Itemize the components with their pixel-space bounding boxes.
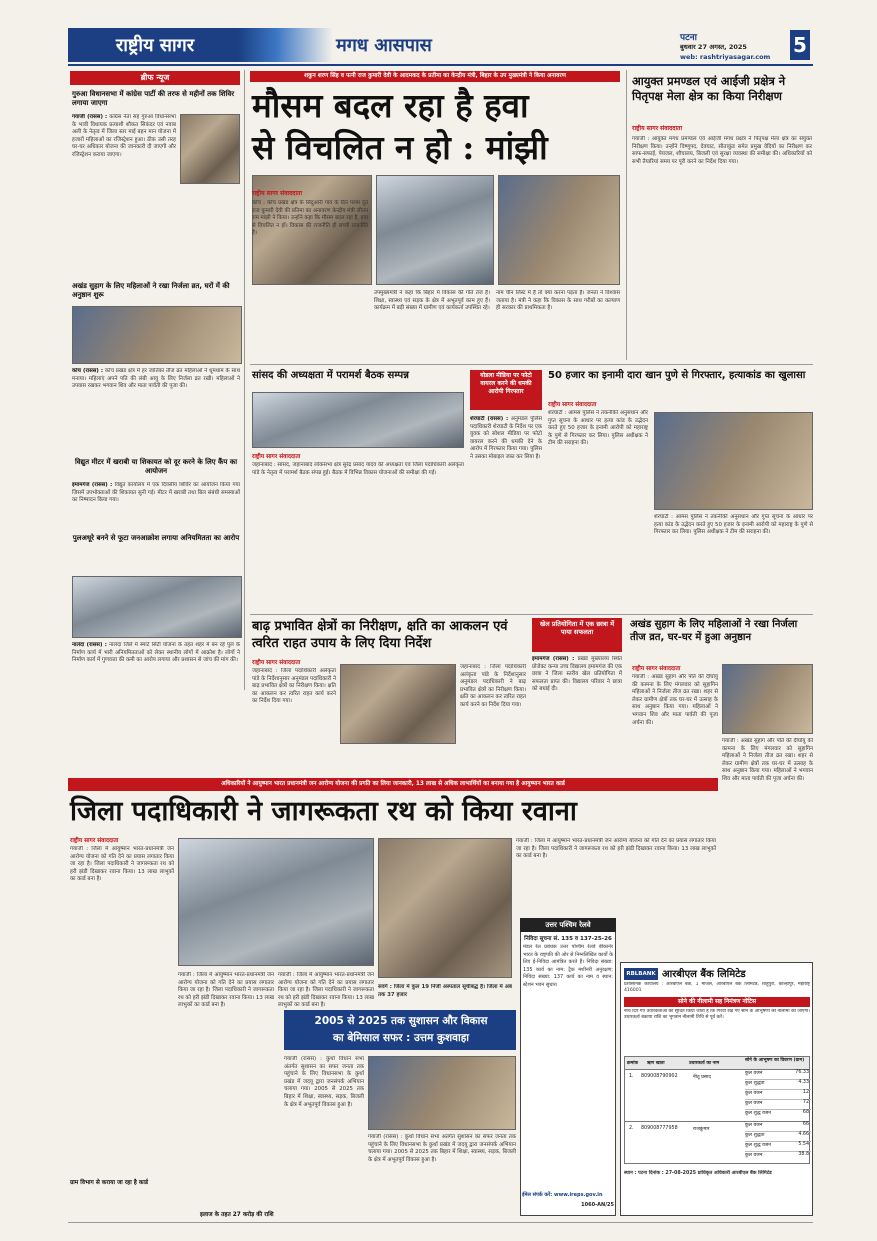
bank-address: प्रशासनिक कार्यालय : आरबीएल बैंक, 1 मंजिल, आरबीएल बैंक लिमिटेड, शाहूपुरी, कोल्हापुर, महाराष्ट्र 416001 bbox=[624, 982, 810, 993]
row2-rule bbox=[250, 364, 813, 365]
flood-photo bbox=[340, 664, 456, 744]
ayushman-body-2: गयाजी : जिला में आयुष्मान भारत-प्रधानमंत्री जन आरोग्य योजना को गति देने का प्रयास लगातार किया जा रहा है। जिला पदाधिकारी ने जागरूकता रथ को हरी झंडी दिखाकर रवाना किया। 13 लाख लाभुकों का कार्ड बना है। bbox=[178, 972, 274, 1009]
right-top-body: गयाजी : आयुक्त मगध प्रमण्डल एवं आईजी मगध प्रक्षेत्र ने पितृपक्ष मेला क्षेत्र का संयुक्त निरीक्षण किया। उन्होंने विष्णुपद, देवघाट, सीताकुंड समेत प्रमुख वेदियों का निरीक्षण कर साफ-सफाई, पेयजल, शौचालय, बिजली एवं सुरक्षा व्यवस्था की समीक्षा की। अधिकारियों को सभी तैयारियां समय पर पूरी करने का निर्देश दिया गया। bbox=[632, 136, 812, 165]
daroga-photo bbox=[654, 412, 813, 510]
railway-footer[interactable]: ईमेल संपर्क करें: www.ireps.gov.in bbox=[522, 1192, 603, 1198]
sansad-body: जहानाबाद : सांसद, जहानाबाद लोकसभा क्षेत्र सुरेंद्र प्रसाद यादव की अध्यक्षता एवं जिला पदाधिकारी अलंकृता पांडे के नेतृत्व में परामर्श बैठक संपन्न हुई। बैठक में विभिन्न विकास योजनाओं की समीक्षा की गई। bbox=[252, 462, 464, 476]
brief-1-photo bbox=[180, 114, 240, 184]
flood-byline: राष्ट्रीय सागर संवाददाता bbox=[252, 660, 301, 666]
bank-row-1-item: कुल वजन 12 bbox=[745, 1090, 811, 1100]
page-number: 5 bbox=[790, 30, 810, 60]
lead-kicker: शकुन शरण सिंह व पत्नी राज कुमारी देवी के आदमकद के प्रतीमा का केन्द्रीय मंत्री, बिहार के उप मुख्यमंत्री ने किया अनावरण bbox=[250, 71, 620, 82]
bank-th-sl: क्रमांक bbox=[627, 1061, 638, 1066]
railway-body: मंडल रेल प्रबंधक उत्तर पश्चिम रेलवे बीकानेर भारत के राष्ट्रपति की ओर से निम्नलिखित कार्यों के लिए ई-निविदा आमंत्रित करते हैं। निविदा संख्या: 135 कार्य का नाम: ट्रैक मशीनरी अनुरक्षण; निविदा संख्या: 137 कार्य का नाम व स्थान: स्टेशन भवन सुधार। bbox=[523, 944, 613, 988]
bank-row-2-item: कुल शुद्ध वजन 5.54 bbox=[745, 1142, 811, 1152]
teej-headline: अखंड सुहाग के लिए महिलाओं ने रखा निर्जला तीज व्रत, घर-घर में हुआ अनुष्ठान bbox=[630, 619, 798, 643]
brief-4-photo bbox=[72, 576, 242, 638]
kushwaha-headline-1: 2005 से 2025 तक सुशासन और विकास bbox=[314, 1015, 488, 1027]
bank-table-header bbox=[624, 1056, 810, 1070]
bank-th-account: ऋण खाता bbox=[647, 1061, 665, 1066]
bank-row-2-items bbox=[745, 1122, 811, 1162]
ayushman-body: गयाजी : जिला में आयुष्मान भारत-प्रधानमंत्री जन आरोग्य योजना को गति देने का प्रयास लगातार किया जा रहा है। जिला पदाधिकारी ने जागरूकता रथ को हरी झंडी दिखाकर रवाना किया। 13 लाख लाभुकों का कार्ड बना है। bbox=[70, 846, 174, 883]
bank-row-1-name: नीतू प्रसाद bbox=[693, 1075, 711, 1080]
masthead-stripe bbox=[238, 28, 333, 62]
teej-body-2: गयाजी : अखंड सुहाग और पति की दीर्घायु की कामना के लिए मंगलवार को सुहागिन महिलाओं ने निर्जला तीज व्रत रखा। शहर से लेकर ग्रामीण क्षेत्रों तक घर-घर में उत्साह के साथ अनुष्ठान किया गया। महिलाओं ने भगवान शिव और माता पार्वती की पूजा अर्चना की। bbox=[722, 738, 813, 782]
brief-1-title: गुरुआ विधानसभा में कांग्रेस पार्टी की तरफ से महीनों तक शिविर लगाया जाएगा bbox=[72, 90, 235, 107]
ayushman-photo-caption: सवर्ग : जिला में कुल 19 निजी अस्पताल सूचीबद्ध हैं। जिला में अब तक 37 हजार bbox=[378, 984, 512, 998]
bank-row-1-item: कुल वजन 72 bbox=[745, 1100, 811, 1110]
railway-header: उत्तर पश्चिम रेलवे bbox=[520, 918, 616, 932]
lead-body-1: कोंच : कोंच प्रखंड क्षेत्र के सिंदुआरी गांव के दिन पलम दूत राज कुमारी देवी की प्रतिमा का अनावरण केन्द्रीय मंत्री जीतन राम मांझी ने किया। उन्होंने कहा कि मौसम बदल रहा है, हवा से विचलित न हों। विकास की राजनीति ही सच्ची राजनीति है। bbox=[252, 200, 368, 237]
bank-row-1-items bbox=[745, 1070, 811, 1120]
brief-banner: ब्रीफ न्यूज bbox=[70, 71, 240, 85]
ayushman-caption: ग्राम विभाग से कराया जा रहा है कार्ड bbox=[70, 1180, 148, 1186]
daroga-byline: राष्ट्रीय सागर संवाददाता bbox=[548, 402, 597, 408]
ayushman-body-3: गयाजी : जिला में आयुष्मान भारत-प्रधानमंत्री जन आरोग्य योजना को गति देने का प्रयास लगातार किया जा रहा है। जिला पदाधिकारी ने जागरूकता रथ को हरी झंडी दिखाकर रवाना किया। 13 लाख लाभुकों का कार्ड बना है। bbox=[278, 972, 374, 1009]
teej-photo bbox=[722, 664, 813, 734]
brief-2-title: अखंड सुहाग के लिए महिलाओं ने रखा निर्जला व्रत, घरों में की अनुष्ठान शुरू bbox=[72, 282, 230, 299]
brief-4-body: नालंदा (रासस) : नालंदा जिले में स्मार्ट सिटी योजना के तहत शहर में बन रहे पुल के निर्माण कार्य में भारी अनियमितताओं को लेकर स्थानीय लोगों में आक्रोश है। लोगों ने निर्माण कार्य में गुणवत्ता की कमी का आरोप लगाया और प्रशासन से जांच की मांग की। bbox=[72, 642, 240, 664]
ayushman-photo-2 bbox=[378, 838, 512, 978]
ayushman-photo bbox=[178, 838, 374, 966]
railway-notice: निविदा सूचना सं. 135 व 137-25-26 bbox=[524, 936, 612, 942]
sports-body: इमामगंज (रासस) : प्रखंड मुख्यालय स्थित प्रोजेक्ट कन्या उच्च विद्यालय इमामगंज की एक छात्रा ने जिला स्तरीय खेल प्रतियोगिता में सफलता प्राप्त की। विद्यालय परिवार ने छात्रा को बधाई दी। bbox=[532, 656, 622, 693]
masthead-rule bbox=[68, 64, 813, 66]
ayushman-sub-footer: इलाज के तहत 27 करोड़ की राशि bbox=[200, 1212, 274, 1218]
kushwaha-body-2: गयाजी (रासस) : कुर्था विधान सभा अंतर्गत सुशासन का सफर जनता तक पहुंचाने के लिए विधानसभा के कुर्था प्रखंड में जदयू द्वारा जनसंपर्क अभियान चलाया गया। 2005 से 2025 तक बिहार में शिक्षा, स्वास्थ्य, सड़क, बिजली के क्षेत्र में अभूतपूर्व विकास हुआ है। bbox=[368, 1134, 516, 1163]
teej-byline: राष्ट्रीय सागर संवाददाता bbox=[632, 666, 681, 672]
media-body: शेरघाटी (रासस) : अनुमंडल पुलिस पदाधिकारी शेरघाटी के निर्देश पर एक युवक को सोशल मीडिया पर फोटो वायरल करने की धमकी देने के आरोप में गिरफ्तार किया गया। पुलिस ने उसका मोबाइल जब्त कर लिया है। bbox=[470, 416, 542, 460]
railway-tag: 1060-AN/25 bbox=[581, 1202, 614, 1208]
teej-body: गयाजी : अखंड सुहाग और पति की दीर्घायु की कामना के लिए मंगलवार को सुहागिन महिलाओं ने निर्जला तीज व्रत रखा। शहर से लेकर ग्रामीण क्षेत्रों तक घर-घर में उत्साह के साथ अनुष्ठान किया गया। महिलाओं ने भगवान शिव और माता पार्वती की पूजा अर्चना की। bbox=[632, 674, 718, 726]
bank-row-2-item: कुल वजन 66 bbox=[745, 1122, 811, 1132]
bank-row-1-account: 809008790902 bbox=[641, 1074, 678, 1079]
bank-row-2-account: 809008777958 bbox=[641, 1126, 678, 1131]
lead-body-2: उपमुख्यमंत्री ने कहा कि बिहार में विकास की गति तेज है। शिक्षा, स्वास्थ्य एवं सड़क के क्षेत्र में अभूतपूर्व काम हुए हैं। कार्यक्रम में बड़ी संख्या में ग्रामीण एवं कार्यकर्ता उपस्थित रहे। bbox=[374, 290, 490, 312]
bank-row-2 bbox=[624, 1122, 810, 1164]
bank-notice-title: सोने की नीलामी सह निमंत्रण नोटिस bbox=[624, 997, 810, 1007]
masthead-website: web: rashtriyasagar.com bbox=[680, 53, 771, 61]
brief-3-body: इमामगंज (रासस) : विद्युत कार्यालय में एक दिवसीय शिविर का आयोजन किया गया जिसमें उपभोक्ताओं की शिकायत सुनी गई। मीटर में खराबी तथा बिल संबंधी समस्याओं का निष्पादन किया गया। bbox=[72, 482, 240, 504]
bank-row-1-item: कुल शुद्ध वजन 68 bbox=[745, 1110, 809, 1116]
bank-row-2-sl: 2. bbox=[629, 1126, 634, 1131]
masthead-date: बुधवार 27 अगस्त, 2025 bbox=[680, 43, 747, 51]
ayushman-byline: राष्ट्रीय सागर संवाददाता bbox=[70, 838, 119, 844]
kushwaha-photo bbox=[368, 1056, 516, 1130]
row3-rule bbox=[250, 614, 813, 615]
media-headline: योडला मीडिया पर फोटो वायरल करने की धमकी आरोपी गिरफ्तार bbox=[470, 370, 542, 410]
right-top-byline: राष्ट्रीय सागर संवाददाता bbox=[632, 125, 683, 132]
sansad-byline: राष्ट्रीय सागर संवाददाता bbox=[252, 454, 301, 460]
daroga-body: शेरघाटी : आमस पुलिस ने तकनीकी अनुसंधान और गुप्त सूचना के आधार पर हत्या कांड के उद्भेदन करते हुए 50 हजार के इनामी आरोपी को महाराष्ट्र के पुणे से गिरफ्तार कर लिया। पुलिस अधीक्षक ने टीम की सराहना की। bbox=[548, 410, 648, 447]
bank-th-name: उधारकर्ता का नाम bbox=[689, 1061, 720, 1066]
bank-row-1-sl: 1. bbox=[629, 1074, 634, 1079]
lead-photo-3 bbox=[498, 175, 620, 285]
flood-body: जहानाबाद : जिला पदाधिकारी अलंकृता पांडे के निर्देशानुसार अनुमंडल पदाधिकारी ने बाढ़ प्रभावित क्षेत्रों का निरीक्षण किया। क्षति का आकलन कर त्वरित राहत कार्य करने का निर्देश दिया गया। bbox=[252, 668, 336, 705]
lead-body-3: नाम चीन लिस्ट में है तो क्या करना पड़ता है। जनता ने विश्वास जताया है। मंत्री ने कहा कि विकास के साथ गरीबों का कल्याण ही सरकार की प्राथमिकता है। bbox=[496, 290, 620, 312]
masthead-section: मगध आसपास bbox=[336, 35, 432, 56]
bank-row-2-item: कुल वजन 38.8 bbox=[745, 1152, 809, 1158]
brief-1-body: गयाजी (रासस) : कांग्रेस नेता सह गुरुआ विधानसभा के भावी विधायक प्रत्याशी शौकत सिकंदर एवं नवाब अली के नेतृत्व में जिला स्तर माई बहन मान योजना में हजारों महिलाओं का रजिस्ट्रेशन हुआ। ठीक उसी तरह घर-घर अधिकार योजना की जानकारी दी जाएगी और रजिस्ट्रेशन कराया जाएगा। bbox=[72, 114, 176, 158]
brief-2-photo bbox=[72, 306, 242, 364]
lead-headline-1: मौसम बदल रहा है हवा bbox=[252, 86, 529, 125]
ayushman-body-4: गयाजी : जिला में आयुष्मान भारत-प्रधानमंत्री जन आरोग्य योजना को गति देने का प्रयास लगातार किया जा रहा है। जिला पदाधिकारी ने जागरूकता रथ को हरी झंडी दिखाकर रवाना किया। 13 लाख लाभुकों का कार्ड बना है। bbox=[516, 838, 716, 860]
masthead-paper-name: राष्ट्रीय सागर bbox=[115, 35, 195, 56]
ayushman-banner: अधिकारियों ने आयुष्मान भारत प्रधानमंत्री जन आरोग्य योजना की प्रगति का लिया जानकारी, 13 लाख से अधिक लाभार्थियों का बनाया गया है आयुष्मान भारत कार्ड bbox=[68, 778, 718, 791]
daroga-body-2: शेरघाटी : आमस पुलिस ने तकनीकी अनुसंधान और गुप्त सूचना के आधार पर हत्या कांड के उद्भेदन करते हुए 50 हजार के इनामी आरोपी को महाराष्ट्र के पुणे से गिरफ्तार कर लिया। पुलिस अधीक्षक ने टीम की सराहना की। bbox=[654, 514, 813, 536]
kushwaha-headline-2: का बेमिसाल सफर : उत्तम कुशवाहा bbox=[332, 1032, 470, 1044]
bank-row-2-item: कुल शुद्धता 4.66 bbox=[745, 1132, 811, 1142]
lead-photo-2 bbox=[376, 175, 494, 285]
sports-headline: खेल प्रतियोगिता में एक छात्रा में पाया सफलता bbox=[532, 618, 622, 652]
brief-4-title: पुलअधूरे बनने से फूटा जनआक्रोश लगाया अनियमितता का आरोप bbox=[72, 534, 240, 542]
bank-name: आरबीएल बैंक लिमिटेड bbox=[662, 969, 746, 980]
bank-th-items: सोने के आभूषण का विवरण (ग्राम) bbox=[745, 1058, 805, 1063]
brief-3-title: विद्युत मीटर में खराबी या शिकायत को दूर करने के लिए कैंप का आयोजन bbox=[74, 458, 238, 475]
bottom-rule bbox=[68, 1222, 813, 1223]
bank-row-1-item: कुल वजन 76.33 bbox=[745, 1070, 811, 1080]
sansad-headline: सांसद की अध्यक्षता में परामर्श बैठक सम्पन्न bbox=[252, 370, 409, 381]
brief-column-rule bbox=[244, 70, 245, 690]
flood-body-2: जहानाबाद : जिला पदाधिकारी अलंकृता पांडे के निर्देशानुसार अनुमंडल पदाधिकारी ने बाढ़ प्रभावित क्षेत्रों का निरीक्षण किया। क्षति का आकलन कर त्वरित राहत कार्य करने का निर्देश दिया गया। bbox=[460, 664, 526, 708]
kushwaha-body: गयाजी (रासस) : कुर्था विधान सभा अंतर्गत सुशासन का सफर जनता तक पहुंचाने के लिए विधानसभा के कुर्था प्रखंड में जदयू द्वारा जनसंपर्क अभियान चलाया गया। 2005 से 2025 तक बिहार में शिक्षा, स्वास्थ्य, सड़क, बिजली के क्षेत्र में अभूतपूर्व विकास हुआ है। bbox=[284, 1056, 364, 1108]
masthead-city: पटना bbox=[680, 33, 697, 43]
lead-byline: राष्ट्रीय सागर संवाददाता bbox=[252, 190, 303, 197]
ayushman-headline: जिला पदाधिकारी ने जागरूकता रथ को किया रवाना bbox=[70, 796, 577, 827]
bank-row-2-name: राजकुमार bbox=[693, 1127, 710, 1132]
bank-row-1-item: कुल शुद्धता 4.33 bbox=[745, 1080, 811, 1090]
right-column-rule bbox=[626, 70, 627, 360]
lead-headline-2: से विचलित न हो : मांझी bbox=[252, 128, 548, 167]
sansad-photo bbox=[252, 392, 464, 448]
bank-footer: स्थान : पटना दिनांक : 27-08-2025 प्राधिकृत अधिकारी आरबीएल बैंक लिमिटेड bbox=[624, 1171, 772, 1176]
bank-row-1 bbox=[624, 1070, 810, 1122]
flood-headline: बाढ़ प्रभावित क्षेत्रों का निरीक्षण, क्षति का आकलन एवं त्वरित राहत उपाय के लिए दिया निर्देश bbox=[252, 619, 508, 651]
bank-logo: RBLBANK bbox=[624, 968, 658, 980]
bank-notice-body: नीचे दिए गए उधारकर्ताओं को सूचित किया जाता है कि गिरवी रखे गए सोने के आभूषणों की नीलामी की जाएगी। उधारकर्ता बकाया राशि का भुगतान नीलामी तिथि से पूर्व करें। bbox=[624, 1009, 810, 1021]
brief-2-body: कोंच (रासस) : कोंच प्रखंड क्षेत्र में हर जातिका तीज व्रत महिलाओं ने धूमधाम के साथ मनाया। महिलाएं अपने पति की लंबी आयु के लिए निर्जला व्रत रखी। महिलाओं ने उपवास रखकर भगवान शिव और माता पार्वती की पूजा की। bbox=[72, 368, 240, 390]
daroga-headline: 50 हजार का इनामी दारा खान पुणे से गिरफ्तार, हत्याकांड का खुलासा bbox=[548, 370, 806, 381]
right-top-headline: आयुक्त प्रमण्डल एवं आईजी प्रक्षेत्र ने पितृपक्ष मेला क्षेत्र का किया निरीक्षण bbox=[632, 74, 786, 103]
